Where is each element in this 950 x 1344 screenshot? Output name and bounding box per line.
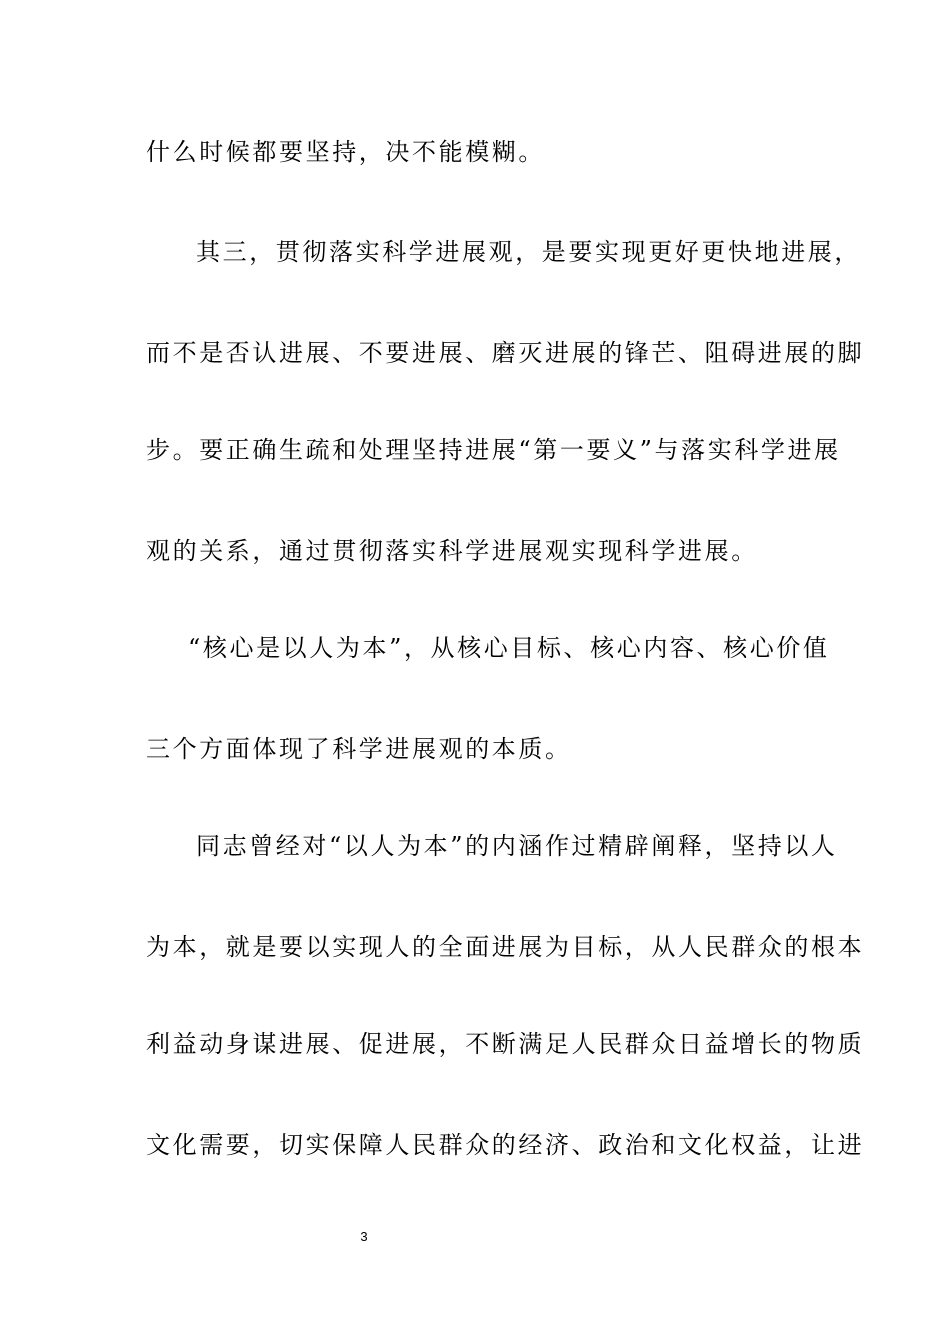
page-number: 3: [360, 1229, 368, 1244]
text-line: 观的关系，通过贯彻落实科学进展观实现科学进展。: [146, 537, 758, 565]
text-line: 文化需要，切实保障人民群众的经济、政治和文化权益，让进: [146, 1131, 865, 1159]
paragraph-start-line: “核心是以人为本”，从核心目标、核心内容、核心价值: [188, 634, 830, 662]
text-line: 三个方面体现了科学进展观的本质。: [146, 735, 572, 763]
paragraph-start-line: 同志曾经对“以人为本”的内涵作过精辟阐释，坚持以人: [196, 832, 838, 860]
text-line: 利益动身谋进展、促进展，不断满足人民群众日益增长的物质: [146, 1030, 865, 1058]
text-line: 而不是否认进展、不要进展、磨灭进展的锋芒、阻碍进展的脚: [146, 339, 865, 367]
paragraph-start-line: 其三，贯彻落实科学进展观，是要实现更好更快地进展，: [196, 238, 861, 266]
text-line: 什么时候都要坚持，决不能模糊。: [146, 138, 545, 166]
text-line: 为本，就是要以实现人的全面进展为目标，从人民群众的根本: [146, 933, 865, 961]
text-line: 步。要正确生疏和处理坚持进展“第一要义”与落实科学进展: [146, 436, 841, 464]
